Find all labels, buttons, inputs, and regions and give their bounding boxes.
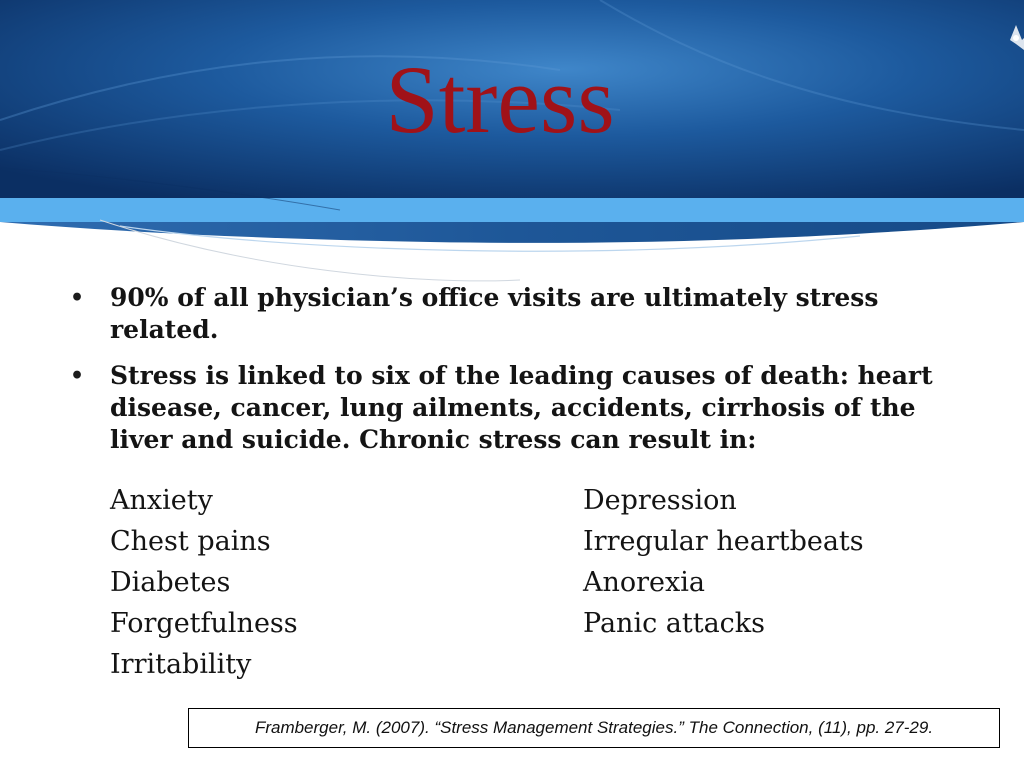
bullet-text: 90% of all physician’s office visits are ultimately stress related. bbox=[110, 283, 879, 344]
effect-item: Forgetfulness bbox=[110, 608, 298, 639]
bullet-dot-icon: • bbox=[70, 363, 85, 389]
citation-box: Framberger, M. (2007). “Stress Management Strategies.” The Connection, (11), pp. 27-29. bbox=[188, 708, 1000, 748]
effect-item: Irregular heartbeats bbox=[583, 526, 864, 557]
bullet-item bbox=[70, 360, 970, 456]
effect-item: Irritability bbox=[110, 649, 252, 680]
effect-item: Diabetes bbox=[110, 567, 231, 598]
effect-item: Depression bbox=[583, 485, 737, 516]
effects-list bbox=[110, 480, 970, 685]
effect-item: Anorexia bbox=[583, 567, 705, 598]
bullet-dot-icon: • bbox=[70, 285, 85, 311]
bullet-item bbox=[70, 282, 970, 346]
bullet-list bbox=[70, 282, 970, 456]
slide-title: Stress bbox=[385, 46, 615, 153]
bullet-text: Stress is linked to six of the leading causes of death: heart disease, cancer, lung ailments, accidents, cirrhosis of the liver and suicide. Chronic stress can result in: bbox=[110, 361, 933, 454]
effect-item: Panic attacks bbox=[583, 608, 766, 639]
effect-item: Chest pains bbox=[110, 526, 271, 557]
effect-item: Anxiety bbox=[110, 485, 213, 516]
